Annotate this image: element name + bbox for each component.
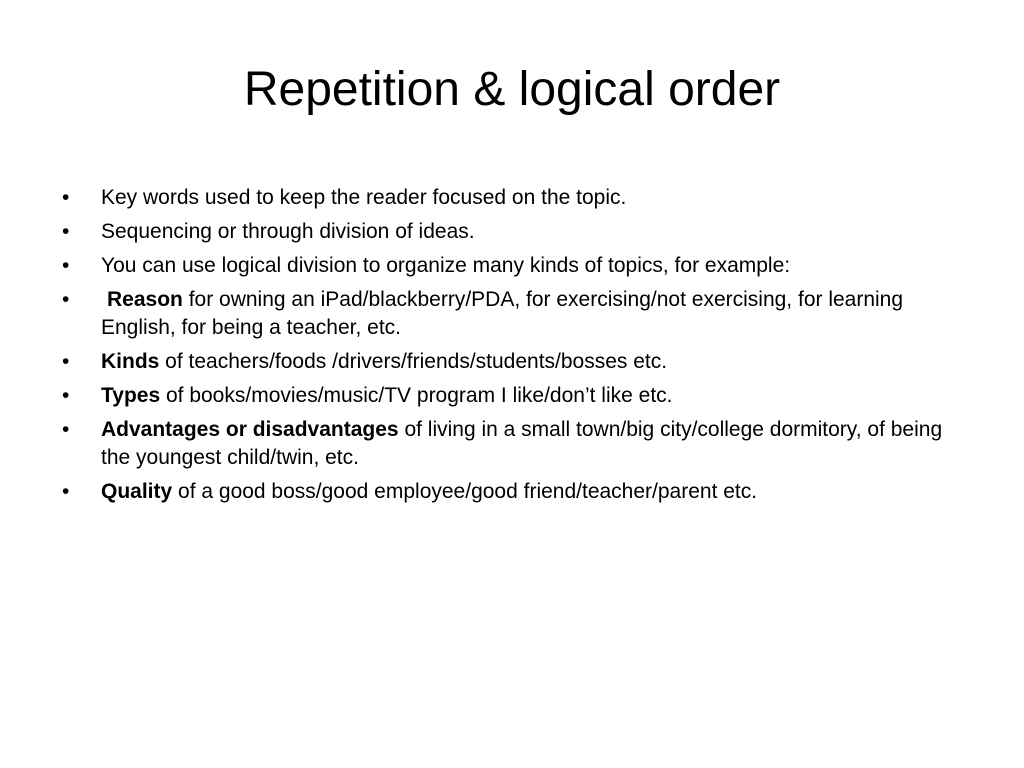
- bullet-item-advantages: [58, 416, 970, 472]
- bullet-item-reason: [58, 286, 970, 342]
- bullet-item-types: [58, 382, 970, 410]
- bullet-item-key-words: [58, 184, 970, 212]
- bullet-list: [58, 184, 970, 512]
- bullet-text: of a good boss/good employee/good friend/teacher/parent etc.: [172, 480, 758, 503]
- bullet-item-quality: [58, 478, 970, 506]
- bullet-text: of teachers/foods /drivers/friends/students/bosses etc.: [159, 350, 668, 373]
- bullet-text: of living in a small town/big city/college dormitory, of being the youngest child/twin, etc.: [101, 418, 943, 469]
- slide-title: Repetition & logical order: [243, 63, 781, 116]
- bullet-keyword: Reason: [107, 288, 183, 311]
- bullet-keyword: Kinds: [101, 350, 160, 373]
- bullet-keyword: Types: [101, 384, 161, 407]
- bullet-item-sequencing: [58, 218, 970, 246]
- bullet-item-logical-division: [58, 252, 970, 280]
- bullet-text: of books/movies/music/TV program I like/don’t like etc.: [160, 384, 673, 407]
- bullet-text: You can use logical division to organize many kinds of topics, for example:: [101, 254, 791, 277]
- bullet-text: Key words used to keep the reader focused on the topic.: [101, 186, 627, 209]
- bullet-keyword: Quality: [101, 480, 173, 503]
- bullet-text: Sequencing or through division of ideas.: [101, 220, 475, 243]
- bullet-keyword: Advantages or disadvantages: [101, 418, 399, 441]
- bullet-item-kinds: [58, 348, 970, 376]
- bullet-text: for owning an iPad/blackberry/PDA, for exercising/not exercising, for learning English, for being a teacher, etc.: [101, 288, 904, 339]
